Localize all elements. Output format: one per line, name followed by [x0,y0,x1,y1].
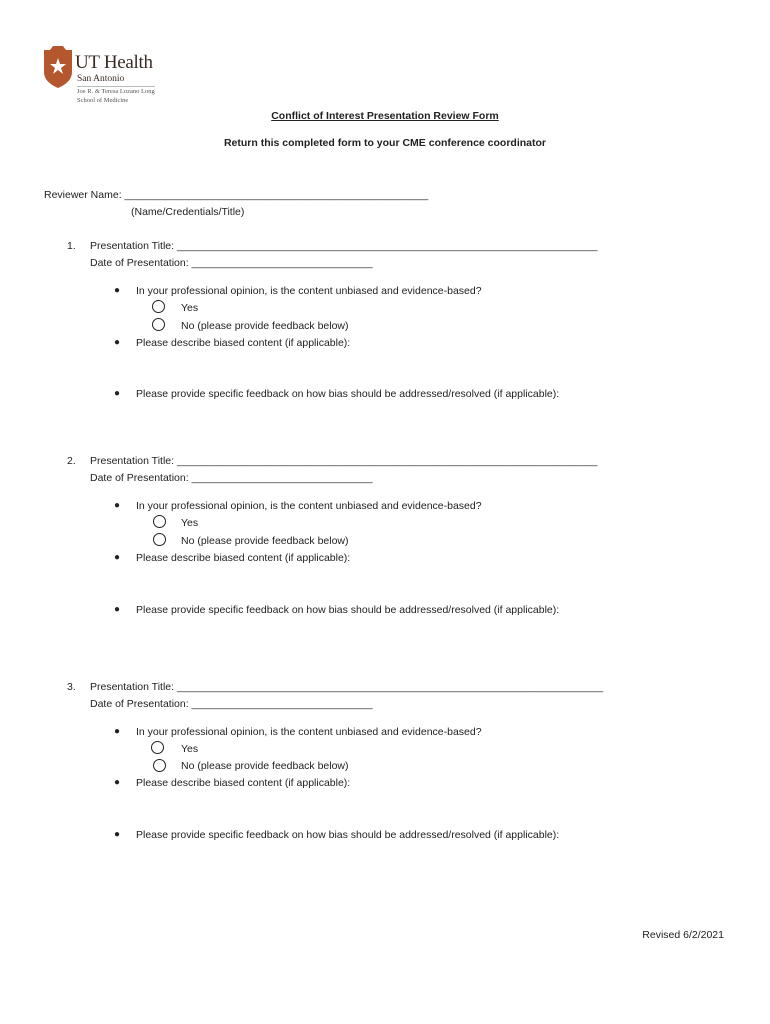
bullet-icon: ● [114,337,121,348]
biased-content-prompt: Please describe biased content (if applicable): [136,552,351,564]
biased-content-prompt: Please describe biased content (if applicable): [136,337,351,349]
logo-brand: UT Health [75,52,153,73]
no-label: No (please provide feedback below) [181,320,349,332]
section-number: 2. [67,455,76,467]
yes-radio[interactable] [151,741,164,754]
unbiased-question: In your professional opinion, is the content unbiased and evidence-based? [136,285,482,297]
no-radio[interactable] [153,533,166,546]
bullet-icon: ● [114,388,121,399]
biased-content-prompt: Please describe biased content (if applicable): [136,777,351,789]
presentation-title-field[interactable]: Presentation Title: _________________________________________________________________________ [90,681,604,693]
bullet-icon: ● [114,552,121,563]
feedback-prompt: Please provide specific feedback on how bias should be addressed/resolved (if applicable): [136,604,560,616]
logo-divider [77,86,155,87]
feedback-prompt: Please provide specific feedback on how bias should be addressed/resolved (if applicable): [136,829,560,841]
section-number: 3. [67,681,76,693]
unbiased-question: In your professional opinion, is the content unbiased and evidence-based? [136,726,482,738]
ut-health-logo [44,46,174,110]
yes-radio[interactable] [153,515,166,528]
no-radio[interactable] [152,318,165,331]
presentation-date-field[interactable]: Date of Presentation: _______________________________ [90,698,373,710]
no-label: No (please provide feedback below) [181,760,349,772]
reviewer-name-field[interactable]: Reviewer Name: ____________________________________________________ [44,189,429,201]
bullet-icon: ● [114,285,121,296]
yes-label: Yes [181,302,199,314]
no-label: No (please provide feedback below) [181,535,349,547]
presentation-date-field[interactable]: Date of Presentation: _______________________________ [90,257,373,269]
unbiased-question: In your professional opinion, is the content unbiased and evidence-based? [136,500,482,512]
bullet-icon: ● [114,829,121,840]
no-radio[interactable] [153,759,166,772]
yes-label: Yes [181,743,199,755]
logo-city: San Antonio [77,74,125,84]
presentation-title-field[interactable]: Presentation Title: ________________________________________________________________________ [90,455,598,467]
form-title: Conflict of Interest Presentation Review Form [271,110,499,122]
form-subtitle: Return this completed form to your CME conference coordinator [223,137,547,149]
yes-label: Yes [181,517,199,529]
section-number: 1. [67,240,76,252]
yes-radio[interactable] [152,300,165,313]
presentation-title-field[interactable]: Presentation Title: ________________________________________________________________________ [90,240,598,252]
bullet-icon: ● [114,777,121,788]
presentation-date-field[interactable]: Date of Presentation: _______________________________ [90,472,373,484]
logo-school-name: Joe R. & Teresa Lozano Long [77,88,155,95]
bullet-icon: ● [114,500,121,511]
revised-date: Revised 6/2/2021 [642,929,724,941]
feedback-prompt: Please provide specific feedback on how bias should be addressed/resolved (if applicable): [136,388,560,400]
bullet-icon: ● [114,604,121,615]
logo-school-type: School of Medicine [77,97,129,104]
reviewer-name-hint: (Name/Credentials/Title) [131,206,245,218]
shield-star-icon [44,46,72,88]
bullet-icon: ● [114,726,121,737]
